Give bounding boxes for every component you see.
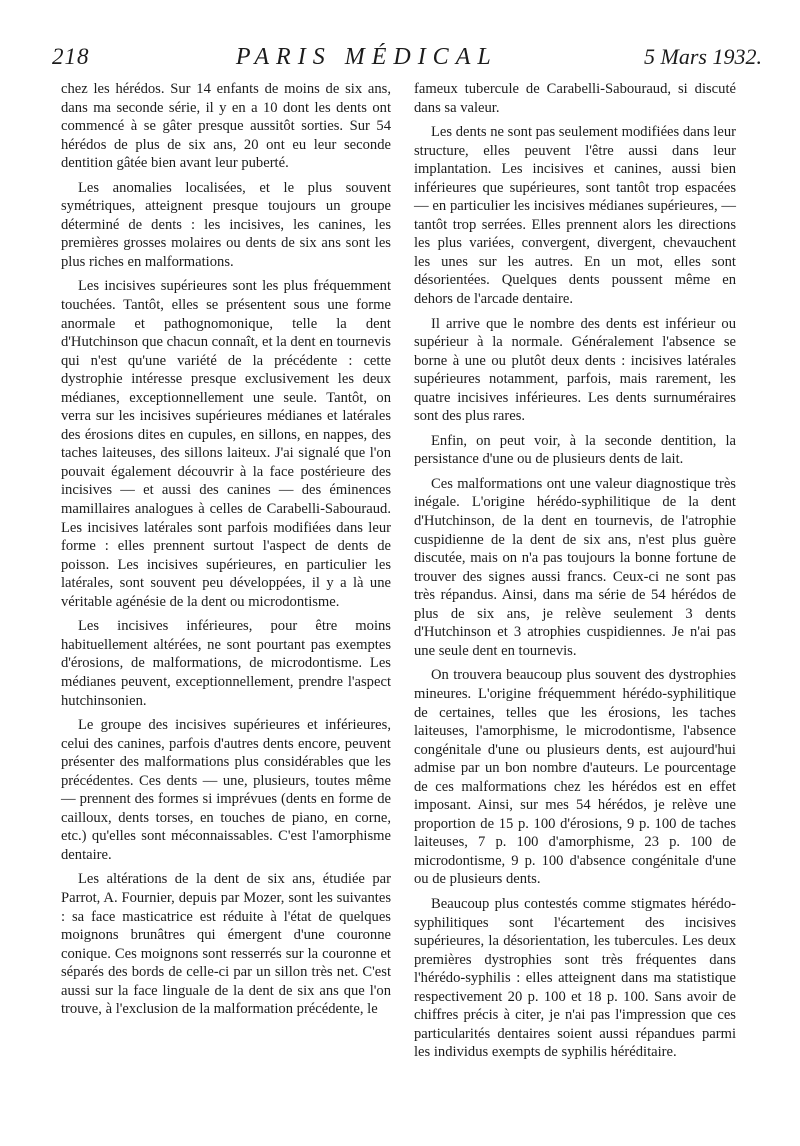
paragraph: Les anomalies localisées, et le plus souvent symétriques, atteignent presque toujours un groupe déterminé de dents : les incisives, les canines, les premières grosses molaires ou dents de six ans sont les plus riches en malformations.	[61, 179, 391, 270]
paragraph: Le groupe des incisives supérieures et inférieures, celui des canines, parfois d'autres dents encore, peuvent présenter des malformations plus considérables que les précédentes. Ces dents — une, plusieurs, toutes même — prennent des formes si imprévues (dents en forme de cailloux, dents torses, en touches de piano, en corne, etc.) qu'elles sont méconnaissables. C'est l'amorphisme dentaire.	[61, 717, 391, 863]
paragraph: Les incisives supérieures sont les plus fréquemment touchées. Tantôt, elles se présentent sous une forme anormale et pathognomonique, telle la dent d'Hutchinson que chacun connaît, et la dent en tournevis qui n'est qu'une variété de la précédente : cette dystrophie intéresse presque exclusivement les deux médianes, exceptionnellement une seule. Tantôt, on verra sur les incisives supérieures médianes et latérales des érosions dites en cupules, en sillons, en nappes, des taches laiteuses, des sillons laiteux. J'ai signalé que l'on pouvait également découvrir à la face postérieure des incisives — et aussi des canines — des éminences mamillaires analogues à celles de Carabelli-Sabouraud. Les incisives latérales sont parfois modifiées dans leur forme : elles prennent surtout l'aspect de dents de poisson. Les incisives supérieures, en particulier les latérales, sont souvent peu développées, il y a là une véritable agénésie de la dent ou microdontisme.	[61, 278, 391, 610]
journal-title: PARIS MÉDICAL	[235, 44, 498, 70]
left-column	[61, 80, 391, 1025]
paragraph: chez les hérédos. Sur 14 enfants de moins de six ans, dans ma seconde série, il y en a 10 dont les dents ont commencé à se gâter presque aussitôt sorties. Sur 54 hérédos de plus de six ans, 20 ont eu leur seconde dentition gâtée bien avant leur puberté.	[61, 81, 391, 172]
running-header	[52, 44, 762, 76]
paragraph: Les dents ne sont pas seulement modifiées dans leur structure, elles peuvent l'être aussi dans leur implantation. Les incisives et canines, aussi bien inférieures que supérieures, sont tantôt trop espacées — en particulier les incisives médianes supérieures, — tantôt trop serrées. Elles prennent alors les directions les plus variées, convergent, divergent, chevauchent les unes sur les autres. En un mot, elles sont désorientées. Quelques dents poussent même en dehors de l'arcade dentaire.	[414, 124, 736, 308]
right-column	[414, 80, 736, 1068]
paragraph: Beaucoup plus contestés comme stigmates hérédo-syphilitiques sont l'écartement des incisives supérieures, la désorientation, les tubercules. Les deux premières dystrophies sont très fréquentes dans l'hérédo-syphilis : elles atteignent dans ma statistique respectivement 20 p. 100 et 18 p. 100. Sans avoir de chiffres précis à citer, je n'ai pas l'impression que ces particularités dentaires soient aussi répandues parmi les individus exempts de syphilis héréditaire.	[414, 895, 736, 1061]
paragraph: Ces malformations ont une valeur diagnostique très inégale. L'origine hérédo-syphilitique de la dent d'Hutchinson, de la dent en tournevis, de l'atrophie cuspidienne de la dent de six ans, n'est plus guère discutée, mais on n'a pas toujours la bonne fortune de trouver des signes aussi francs. Ceux-ci ne sont pas très répandus. Ainsi, dans ma série de 54 hérédos de plus de six ans, je relève seulement 3 dents d'Hutchinson et 3 atrophies cuspidiennes. Je n'ai pas une seule dent en tournevis.	[414, 475, 736, 659]
issue-date: 5 Mars 1932.	[644, 44, 762, 69]
page-number: 218	[52, 44, 90, 69]
paragraph: fameux tubercule de Carabelli-Sabouraud, si discuté dans sa valeur.	[414, 81, 736, 116]
paragraph: Enfin, on peut voir, à la seconde dentition, la persistance d'une ou de plusieurs dents de lait.	[414, 432, 736, 468]
paragraph: On trouvera beaucoup plus souvent des dystrophies mineures. L'origine fréquemment hérédo-syphilitique de certaines, telles que les érosions, les taches laiteuses, l'amorphisme, le microdontisme, l'absence congénitale d'une ou plusieurs dents, est aujourd'hui admise par un bon nombre d'auteurs. Le pourcentage de ces malformations chez les hérédos est en effet imposant. Ainsi, sur mes 54 hérédos, je relève une proportion de 15 p. 100 d'érosions, 9 p. 100 de taches laiteuses, 7 p. 100 d'amorphisme, 23 p. 100 de microdontisme, 9 p. 100 d'absence congénitale d'une ou de plusieurs dents.	[414, 667, 736, 888]
paragraph: Les altérations de la dent de six ans, étudiée par Parrot, A. Fournier, depuis par Mozer, sont les suivantes : sa face masticatrice est réduite à l'état de quelques moignons brunâtres qui émergent d'une couronne conique. Ces moignons sont resserrés sur la couronne et séparés des bords de celle-ci par un sillon très net. C'est aussi sur la face linguale de la dent de six ans que l'on trouve, à l'exclusion de la malformation précédente, le	[61, 871, 391, 1018]
paragraph: Les incisives inférieures, pour être moins habituellement altérées, ne sont pourtant pas exemptes d'érosions, de malformations, de microdontisme. Les médianes peuvent, exceptionnellement, prendre l'aspect hutchinsonien.	[61, 618, 391, 709]
paragraph: Il arrive que le nombre des dents est inférieur ou supérieur à la normale. Généralement l'absence se borne à une ou plutôt deux dents : incisives latérales supérieures notamment, parfois, mais rarement, les quatre incisives inférieures. Les dents surnuméraires sont des plus rares.	[414, 315, 736, 425]
